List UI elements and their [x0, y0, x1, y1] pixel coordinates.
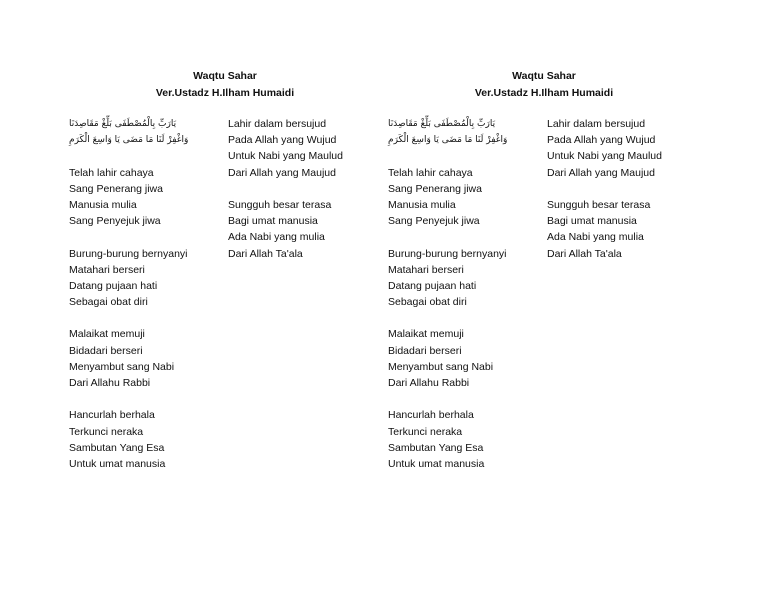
lyric-line: Sebagai obat diri [388, 296, 467, 309]
lyric-line: Sang Penyejuk jiwa [69, 215, 161, 228]
lyric-line: Dari Allahu Rabbi [69, 377, 151, 389]
lyric-line: Telah lahir cahaya [388, 166, 473, 179]
lyric-line: Untuk umat manusia [69, 457, 166, 470]
lyric-line: Pada Allah yang Wujud [547, 134, 656, 147]
lyric-line: Malaikat memuji [69, 328, 145, 341]
arabic-line: يَارَبِّ بِالْمُصْطَفَى بَلِّغْ مَقَاصِدَنَا [69, 119, 177, 129]
lyric-line: Ada Nabi yang mulia [228, 231, 325, 244]
lyric-line: Sungguh besar terasa [547, 198, 651, 211]
lyrics-column-b [547, 116, 697, 262]
lyric-line: Sambutan Yang Esa [69, 441, 165, 454]
lyric-line: Burung-burung bernyanyi [388, 247, 507, 260]
lyric-line: Sebagai obat diri [69, 296, 148, 309]
lyrics-column-a [69, 116, 219, 472]
lyric-line: Dari Allah yang Maujud [228, 166, 336, 179]
lyrics-sheet-right [385, 68, 685, 488]
arabic-line: وَاغْفِرْ لَنَا مَا مَضَى يَا وَاسِعَ الْكَرَمِ [388, 135, 508, 146]
lyric-line: Sang Penerang jiwa [69, 182, 163, 195]
lyric-line: Sang Penyejuk jiwa [388, 215, 480, 228]
song-subtitle: Ver.Ustadz H.Ilham Humaidi [474, 87, 614, 99]
lyric-line: Matahari berseri [69, 263, 145, 276]
lyric-line: Menyambut sang Nabi [388, 360, 494, 373]
lyrics-sheet-left [66, 68, 366, 488]
lyric-line: Lahir dalam bersujud [228, 118, 327, 130]
arabic-line: يَارَبِّ بِالْمُصْطَفَى بَلِّغْ مَقَاصِدَنَا [388, 119, 496, 129]
lyric-line: Telah lahir cahaya [69, 166, 154, 179]
lyrics-column-b [228, 116, 378, 262]
lyric-line: Bagi umat manusia [547, 215, 637, 228]
lyric-line: Sang Penerang jiwa [388, 182, 482, 195]
song-title: Waqtu Sahar [193, 70, 257, 82]
lyric-line: Manusia mulia [69, 198, 137, 211]
lyric-line: Dari Allah Ta'ala [228, 247, 303, 260]
lyric-line: Untuk umat manusia [388, 457, 485, 470]
lyric-line: Hancurlah berhala [388, 409, 474, 422]
lyric-line: Pada Allah yang Wujud [228, 134, 337, 147]
lyric-line: Sambutan Yang Esa [388, 441, 484, 454]
song-subtitle: Ver.Ustadz H.Ilham Humaidi [155, 87, 295, 99]
song-title: Waqtu Sahar [512, 70, 576, 82]
lyric-line: Hancurlah berhala [69, 409, 155, 422]
lyric-line: Bidadari berseri [69, 344, 143, 357]
lyric-line: Dari Allah yang Maujud [547, 166, 655, 179]
lyric-line: Manusia mulia [388, 198, 456, 211]
lyric-line: Untuk Nabi yang Maulud [228, 150, 343, 163]
arabic-line: وَاغْفِرْ لَنَا مَا مَضَى يَا وَاسِعَ الْكَرَمِ [69, 135, 189, 146]
lyric-line: Untuk Nabi yang Maulud [547, 150, 662, 163]
lyric-line: Terkunci neraka [388, 425, 463, 438]
lyrics-column-a [388, 116, 538, 472]
lyric-line: Lahir dalam bersujud [547, 118, 646, 130]
lyric-line: Datang pujaan hati [388, 279, 477, 292]
lyric-line: Dari Allahu Rabbi [388, 377, 470, 389]
lyric-line: Terkunci neraka [69, 425, 144, 438]
lyric-line: Dari Allah Ta'ala [547, 247, 622, 260]
lyric-line: Menyambut sang Nabi [69, 360, 175, 373]
lyric-line: Bidadari berseri [388, 344, 462, 357]
lyric-line: Ada Nabi yang mulia [547, 231, 644, 244]
lyric-line: Bagi umat manusia [228, 215, 318, 228]
lyric-line: Burung-burung bernyanyi [69, 247, 188, 260]
lyric-line: Matahari berseri [388, 263, 464, 276]
lyric-line: Sungguh besar terasa [228, 198, 332, 211]
lyric-line: Datang pujaan hati [69, 279, 158, 292]
lyric-line: Malaikat memuji [388, 328, 464, 341]
